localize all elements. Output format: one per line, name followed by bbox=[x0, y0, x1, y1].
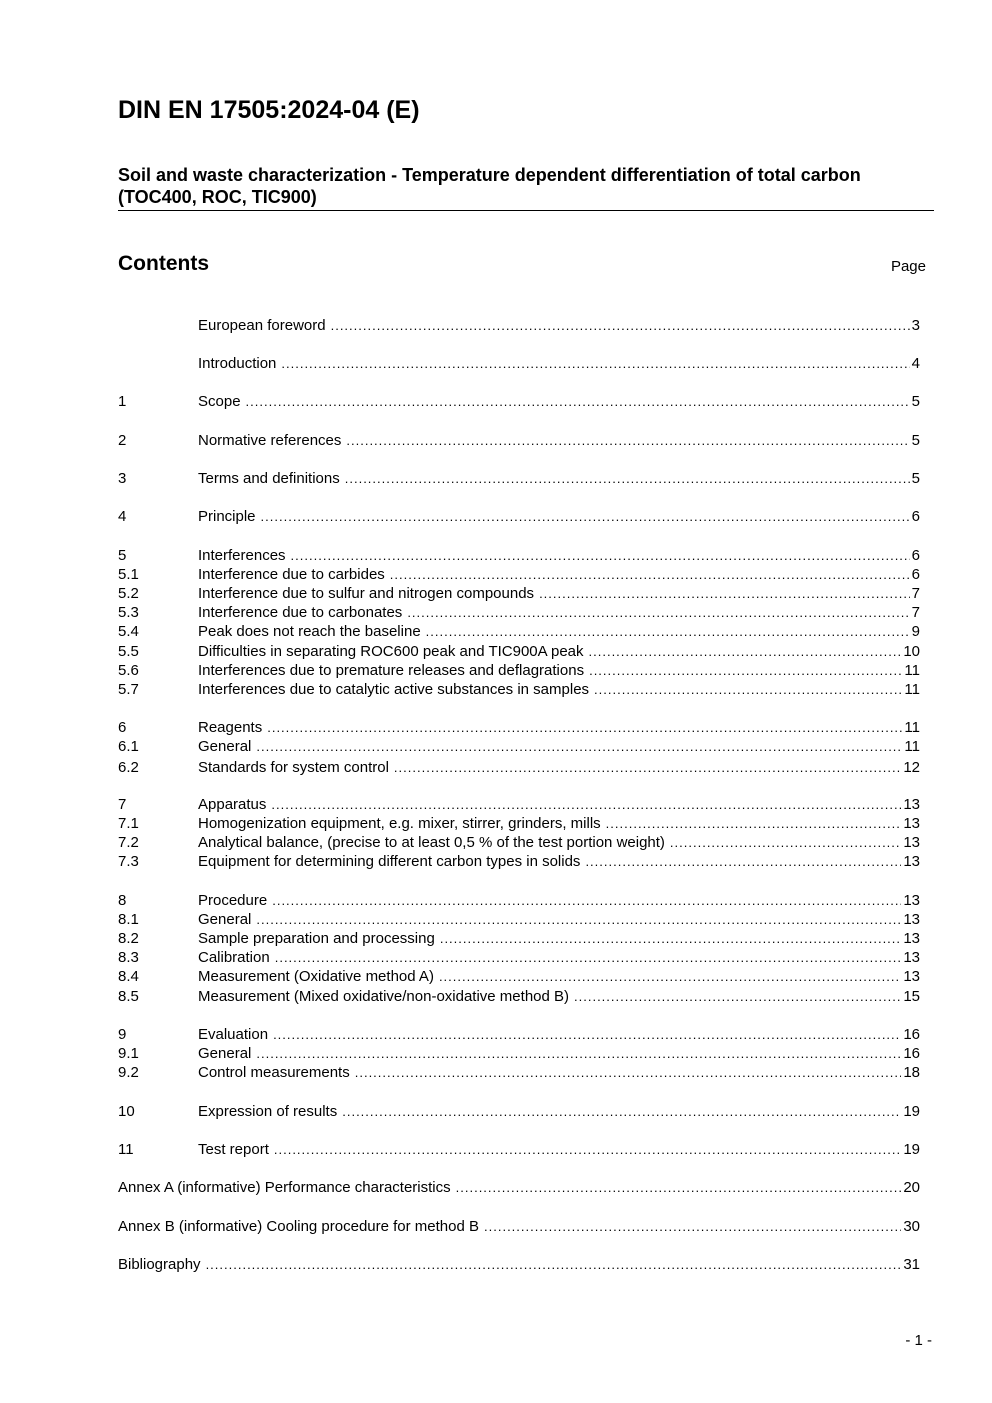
toc-dot-leader bbox=[439, 967, 901, 986]
toc-dot-leader bbox=[271, 795, 901, 814]
toc-entry-title: Measurement (Oxidative method A) bbox=[198, 968, 434, 985]
toc-dot-leader bbox=[331, 316, 910, 335]
toc-entry-number: 7.2 bbox=[118, 834, 139, 851]
toc-entry-9[interactable] bbox=[118, 1025, 920, 1044]
toc-entry-10[interactable] bbox=[118, 1102, 920, 1121]
toc-entry-title: General bbox=[198, 738, 252, 755]
toc-dot-leader bbox=[440, 929, 901, 948]
page-column-label: Page bbox=[890, 258, 926, 275]
toc-entry-number: 8.3 bbox=[118, 949, 139, 966]
toc-entry-9-1[interactable] bbox=[118, 1044, 920, 1063]
toc-entry-6-2[interactable] bbox=[118, 758, 920, 777]
toc-entry-page: 5 bbox=[911, 393, 920, 410]
toc-entry-5-7[interactable] bbox=[118, 680, 920, 699]
toc-entry-number: 1 bbox=[118, 393, 127, 410]
toc-entry-5-2[interactable] bbox=[118, 584, 920, 603]
toc-entry-page: 11 bbox=[904, 662, 920, 679]
toc-dot-leader bbox=[291, 546, 910, 565]
toc-entry-title: Interference due to carbonates bbox=[198, 604, 403, 621]
toc-entry-title: Scope bbox=[198, 393, 241, 410]
toc-dot-leader bbox=[267, 718, 902, 737]
toc-dot-leader bbox=[256, 910, 901, 929]
toc-entry-page: 6 bbox=[911, 547, 920, 564]
toc-dot-leader bbox=[426, 622, 910, 641]
toc-entry-title: Introduction bbox=[198, 355, 277, 372]
title-rule bbox=[118, 210, 934, 211]
toc-entry-european-foreword[interactable] bbox=[118, 316, 920, 335]
toc-entry-title: General bbox=[198, 1045, 252, 1062]
toc-entry-title: Annex A (informative) Performance characteristics bbox=[118, 1179, 451, 1196]
toc-entry-1[interactable] bbox=[118, 392, 920, 411]
toc-entry-page: 18 bbox=[903, 1064, 920, 1081]
toc-dot-leader bbox=[589, 661, 902, 680]
toc-dot-leader bbox=[272, 891, 901, 910]
document-id: DIN EN 17505:2024-04 (E) bbox=[118, 96, 420, 124]
toc-entry-number: 2 bbox=[118, 432, 127, 449]
toc-entry-number: 8.5 bbox=[118, 988, 139, 1005]
toc-dot-leader bbox=[484, 1217, 901, 1236]
toc-entry-2[interactable] bbox=[118, 431, 920, 450]
contents-heading: Contents bbox=[118, 252, 209, 275]
toc-entry-title: Calibration bbox=[198, 949, 270, 966]
toc-entry-title: Normative references bbox=[198, 432, 342, 449]
toc-entry-page: 13 bbox=[903, 834, 920, 851]
toc-entry-title: Standards for system control bbox=[198, 759, 389, 776]
toc-entry-page: 30 bbox=[903, 1218, 920, 1235]
toc-entry-7-1[interactable] bbox=[118, 814, 920, 833]
toc-entry-number: 7.1 bbox=[118, 815, 139, 832]
toc-entry-5-6[interactable] bbox=[118, 661, 920, 680]
toc-entry-annex-b[interactable] bbox=[118, 1217, 920, 1236]
toc-entry-number: 5.2 bbox=[118, 585, 139, 602]
toc-dot-leader bbox=[261, 507, 910, 526]
toc-entry-page: 13 bbox=[903, 911, 920, 928]
toc-entry-number: 9 bbox=[118, 1026, 127, 1043]
toc-entry-title: Interference due to carbides bbox=[198, 566, 385, 583]
toc-dot-leader bbox=[355, 1063, 902, 1082]
toc-entry-title: Measurement (Mixed oxidative/non-oxidative method B) bbox=[198, 988, 570, 1005]
toc-entry-6[interactable] bbox=[118, 718, 920, 737]
toc-entry-page: 6 bbox=[911, 508, 920, 525]
toc-entry-5-3[interactable] bbox=[118, 603, 920, 622]
toc-entry-11[interactable] bbox=[118, 1140, 920, 1159]
toc-entry-7-2[interactable] bbox=[118, 833, 920, 852]
toc-dot-leader bbox=[342, 1102, 901, 1121]
toc-dot-leader bbox=[606, 814, 902, 833]
toc-entry-number: 11 bbox=[118, 1141, 134, 1158]
toc-entry-page: 13 bbox=[903, 892, 920, 909]
toc-dot-leader bbox=[256, 1044, 901, 1063]
toc-dot-leader bbox=[456, 1178, 902, 1197]
toc-entry-5-5[interactable] bbox=[118, 642, 920, 661]
toc-entry-5-1[interactable] bbox=[118, 565, 920, 584]
toc-entry-number: 9.2 bbox=[118, 1064, 139, 1081]
toc-entry-title: Equipment for determining different carbon types in solids bbox=[198, 853, 581, 870]
toc-entry-4[interactable] bbox=[118, 507, 920, 526]
toc-entry-page: 19 bbox=[903, 1103, 920, 1120]
toc-entry-page: 4 bbox=[911, 355, 920, 372]
toc-entry-number: 5.4 bbox=[118, 623, 139, 640]
toc-entry-page: 5 bbox=[911, 470, 920, 487]
toc-entry-page: 9 bbox=[911, 623, 920, 640]
toc-dot-leader bbox=[345, 469, 910, 488]
toc-entry-bibliography[interactable] bbox=[118, 1255, 920, 1274]
toc-dot-leader bbox=[273, 1025, 901, 1044]
toc-entry-number: 10 bbox=[118, 1103, 135, 1120]
toc-entry-page: 11 bbox=[904, 738, 920, 755]
toc-entry-page: 7 bbox=[911, 585, 920, 602]
toc-entry-page: 16 bbox=[903, 1045, 920, 1062]
toc-entry-title: Evaluation bbox=[198, 1026, 269, 1043]
toc-entry-page: 13 bbox=[903, 853, 920, 870]
toc-dot-leader bbox=[574, 987, 901, 1006]
toc-entry-number: 6 bbox=[118, 719, 127, 736]
toc-dot-leader bbox=[246, 392, 910, 411]
toc-entry-title: Procedure bbox=[198, 892, 268, 909]
toc-dot-leader bbox=[275, 948, 902, 967]
toc-dot-leader bbox=[206, 1255, 902, 1274]
toc-entry-number: 8.1 bbox=[118, 911, 139, 928]
toc-entry-7[interactable] bbox=[118, 795, 920, 814]
toc-entry-9-2[interactable] bbox=[118, 1063, 920, 1082]
toc-entry-page: 11 bbox=[904, 719, 920, 736]
toc-entry-8-3[interactable] bbox=[118, 948, 920, 967]
toc-entry-title: Interference due to sulfur and nitrogen compounds bbox=[198, 585, 535, 602]
toc-dot-leader bbox=[585, 852, 901, 871]
toc-entry-page: 31 bbox=[903, 1256, 920, 1273]
toc-entry-number: 5.5 bbox=[118, 643, 139, 660]
toc-entry-page: 13 bbox=[903, 949, 920, 966]
toc-entry-title: Difficulties in separating ROC600 peak and TIC900A peak bbox=[198, 643, 584, 660]
toc-entry-number: 6.1 bbox=[118, 738, 139, 755]
toc-dot-leader bbox=[394, 758, 901, 777]
toc-entry-title: Control measurements bbox=[198, 1064, 350, 1081]
toc-entry-number: 5.6 bbox=[118, 662, 139, 679]
toc-entry-number: 8 bbox=[118, 892, 127, 909]
toc-dot-leader bbox=[390, 565, 910, 584]
toc-entry-page: 6 bbox=[911, 566, 920, 583]
toc-entry-page: 3 bbox=[911, 317, 920, 334]
page-number: - 1 - bbox=[905, 1332, 932, 1349]
toc-dot-leader bbox=[539, 584, 910, 603]
toc-entry-3[interactable] bbox=[118, 469, 920, 488]
toc-entry-number: 7 bbox=[118, 796, 127, 813]
toc-entry-title: Principle bbox=[198, 508, 256, 525]
toc-entry-title: Reagents bbox=[198, 719, 263, 736]
toc-entry-introduction[interactable] bbox=[118, 354, 920, 373]
toc-entry-title: Homogenization equipment, e.g. mixer, stirrer, grinders, mills bbox=[198, 815, 601, 832]
toc-entry-number: 7.3 bbox=[118, 853, 139, 870]
toc-entry-6-1[interactable] bbox=[118, 737, 920, 756]
toc-entry-annex-a[interactable] bbox=[118, 1178, 920, 1197]
toc-entry-number: 5.3 bbox=[118, 604, 139, 621]
document-title: Soil and waste characterization - Temperature dependent differentiation of total carbon (TOC400, ROC, TIC900) bbox=[118, 165, 861, 207]
toc-entry-title: Test report bbox=[198, 1141, 269, 1158]
toc-entry-title: Bibliography bbox=[118, 1256, 201, 1273]
toc-entry-page: 20 bbox=[903, 1179, 920, 1196]
toc-entry-title: Apparatus bbox=[198, 796, 267, 813]
toc-entry-title: Interferences bbox=[198, 547, 286, 564]
toc-entry-page: 15 bbox=[903, 988, 920, 1005]
toc-entry-page: 5 bbox=[911, 432, 920, 449]
toc-entry-title: Analytical balance, (precise to at least 0,5 % of the test portion weight) bbox=[198, 834, 665, 851]
toc-entry-8-4[interactable] bbox=[118, 967, 920, 986]
toc-entry-number: 6.2 bbox=[118, 759, 139, 776]
toc-dot-leader bbox=[407, 603, 909, 622]
toc-entry-8-5[interactable] bbox=[118, 987, 920, 1006]
toc-entry-number: 3 bbox=[118, 470, 127, 487]
toc-entry-8-2[interactable] bbox=[118, 929, 920, 948]
toc-dot-leader bbox=[589, 642, 902, 661]
toc-entry-8[interactable] bbox=[118, 891, 920, 910]
toc-entry-title: Sample preparation and processing bbox=[198, 930, 435, 947]
toc-entry-title: Annex B (informative) Cooling procedure for method B bbox=[118, 1218, 480, 1235]
toc-dot-leader bbox=[281, 354, 909, 373]
toc-dot-leader bbox=[346, 431, 909, 450]
toc-entry-number: 5 bbox=[118, 547, 127, 564]
toc-entry-page: 11 bbox=[904, 681, 920, 698]
toc-entry-7-3[interactable] bbox=[118, 852, 920, 871]
toc-entry-page: 13 bbox=[903, 796, 920, 813]
toc-entry-page: 13 bbox=[903, 930, 920, 947]
toc-entry-page: 13 bbox=[903, 968, 920, 985]
toc-entry-page: 7 bbox=[911, 604, 920, 621]
toc-entry-title: Peak does not reach the baseline bbox=[198, 623, 421, 640]
toc-dot-leader bbox=[594, 680, 902, 699]
toc-entry-page: 10 bbox=[903, 643, 920, 660]
toc-entry-title: General bbox=[198, 911, 252, 928]
toc-entry-title: Expression of results bbox=[198, 1103, 338, 1120]
toc-dot-leader bbox=[256, 737, 902, 756]
toc-entry-page: 19 bbox=[903, 1141, 920, 1158]
toc-dot-leader bbox=[670, 833, 901, 852]
toc-entry-number: 8.2 bbox=[118, 930, 139, 947]
toc-entry-number: 4 bbox=[118, 508, 127, 525]
toc-entry-page: 16 bbox=[903, 1026, 920, 1043]
toc-entry-5-4[interactable] bbox=[118, 622, 920, 641]
toc-entry-8-1[interactable] bbox=[118, 910, 920, 929]
toc-entry-title: Interferences due to catalytic active substances in samples bbox=[198, 681, 590, 698]
toc-entry-title: European foreword bbox=[198, 317, 326, 334]
toc-dot-leader bbox=[274, 1140, 901, 1159]
toc-entry-5[interactable] bbox=[118, 546, 920, 565]
toc-entry-page: 13 bbox=[903, 815, 920, 832]
toc-entry-number: 9.1 bbox=[118, 1045, 139, 1062]
toc-entry-number: 8.4 bbox=[118, 968, 139, 985]
toc-entry-page: 12 bbox=[903, 759, 920, 776]
toc-entry-title: Terms and definitions bbox=[198, 470, 340, 487]
toc-entry-number: 5.7 bbox=[118, 681, 139, 698]
toc-entry-title: Interferences due to premature releases and deflagrations bbox=[198, 662, 585, 679]
toc-entry-number: 5.1 bbox=[118, 566, 139, 583]
